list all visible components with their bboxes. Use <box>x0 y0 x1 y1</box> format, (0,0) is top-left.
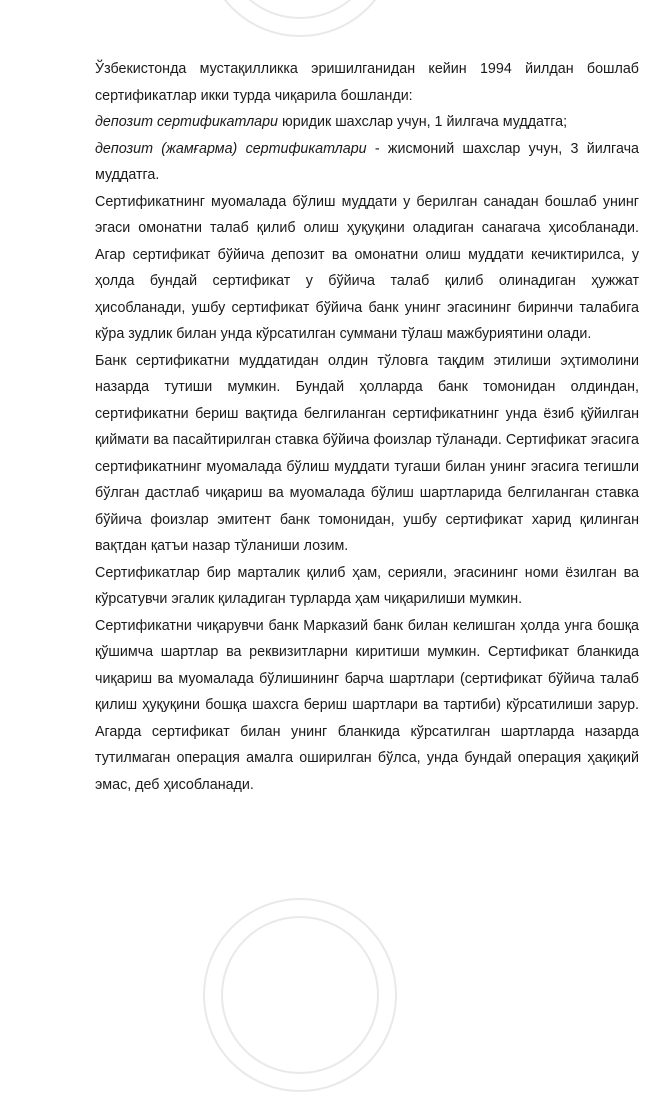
definition-savings-certificates: - жисмоний шахслар учун, 3 йилгача муддатга. <box>95 140 639 183</box>
definition-deposit-certificates: юридик шахслар учун, 1 йилгача муддатга; <box>278 114 568 130</box>
term-savings-certificates: депозит (жамғарма) сертификатлари <box>95 140 367 157</box>
paragraph-intro: Ўзбекистонда мустақилликка эришилганидан кейин 1994 йилдан бошлаб сертификатлар икки турда чиқарила бошланди: <box>95 61 639 104</box>
paragraph-circulation-term: Сертификатнинг муомалада бўлиш муддати у берилган санадан бошлаб унинг эгаси омонатни талаб қилиб олиш ҳуқуқини оладиган санагача ҳисобланади. Агар сертификат бўйича депозит ва омонатни олиш муддати кечиктирилса, у ҳолда бундай сертификат у бўйича талаб қилиб олинадиган ҳужжат ҳисобланади, ушбу сертификат бўйича банк унинг эгасининг биринчи талабига кўра зудлик билан унда кўрсатилган суммани тўлаш мажбуриятини олади. <box>95 193 639 342</box>
watermark-circle-bottom <box>200 895 400 1095</box>
paragraph-additional-conditions: Сертификатни чиқарувчи банк Марказий банк билан келишган ҳолда унга бошқа қўшимча шартлар ва реквизитларни киритиши мумкин. Сертификат бланкида чиқариш ва муомалада бўлишининг барча шартлари (сертификат бўйича талаб қилиш ҳуқуқини бошқа шахсга бериш шартлари ва тартиби) кўрсатилиши зарур. Агарда сертификат билан унинг бланкида кўрсатилган шартларда назарда тутилмаган операция амалга оширилган бўлса, унда бундай операция ҳақиқий эмас, деб ҳисобланади. <box>95 617 639 793</box>
paragraph-deposit-legal <box>95 109 639 136</box>
document-page <box>95 56 639 798</box>
paragraph-early-redemption: Банк сертификатни муддатидан олдин тўловга тақдим этилиши эҳтимолини назарда тутиши мумкин. Бундай ҳолларда банк томонидан олдиндан, сертификатни бериш вақтида белгиланган сертификатнинг унда ёзиб қўйилган қиймати ва пасайтирилган ставка бўйича фоизлар тўланади. Сертификат эгасига сертификатнинг муомалада бўлиш муддати тугаши билан унинг эгасига тегишли бўлган дастлаб чиқариш ва муомалада бўлиш шартларида белгиланган ставка бўйича фоизлар эмитент банк томонидан, ушбу сертификат харид қилинган вақтдан қатъи назар тўланиши лозим. <box>95 352 639 554</box>
term-deposit-certificates: депозит сертификатлари <box>95 114 279 130</box>
paragraph-issue-types: Сертификатлар бир марталик қилиб ҳам, серияли, эгасининг номи ёзилган ва кўрсатувчи эгалик қиладиган турларда ҳам чиқарилиши мумкин. <box>95 564 639 607</box>
paragraph-deposit-individual <box>95 136 639 189</box>
watermark-circle-top <box>200 0 400 40</box>
